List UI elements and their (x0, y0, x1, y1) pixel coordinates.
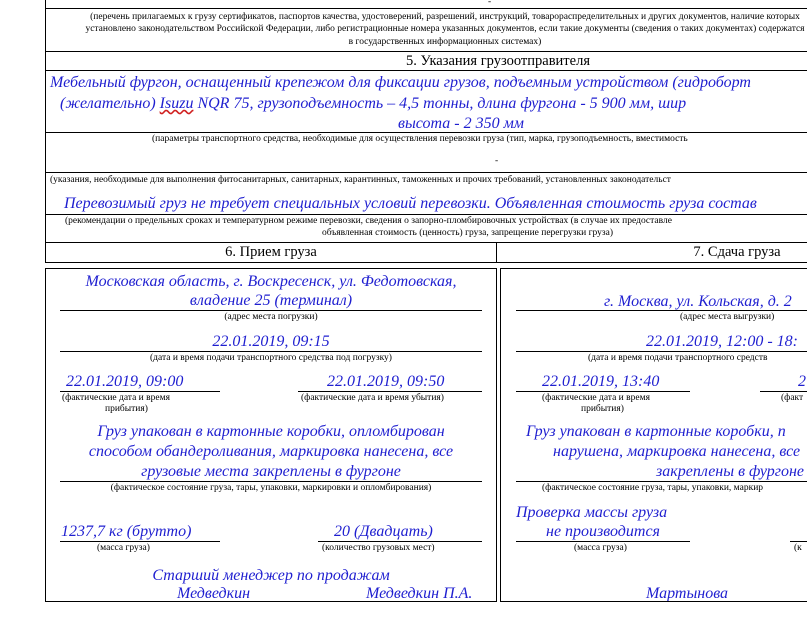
section7-box-top (500, 268, 807, 269)
loading-datetime-rule (60, 351, 482, 352)
documents-caption-line3: в государственных информационных системах) (348, 37, 542, 47)
vehicle-params-line1: Мебельный фургон, оснащенный крепежом для фиксации грузов, подъемным устройством (гидроборт (50, 74, 751, 91)
vehicle-params-caption: (параметры транспортного средства, необходимые для осуществления перевозки груза (тип, марка, грузоподъемность, вместимость (152, 134, 688, 144)
section7-box-bottom (500, 601, 807, 602)
shipper-full-name: Медведкин П.А. (366, 585, 473, 602)
consignee-signature: Мартынова (646, 585, 729, 602)
unloading-state-line2: нарушена, маркировка нанесена, все (553, 443, 801, 460)
unloading-places-caption: (к (794, 543, 802, 553)
unloading-address: г. Москва, ул. Кольская, д. 2 (604, 293, 792, 310)
loading-departure-rule (298, 391, 482, 392)
unloading-departure-rule (760, 391, 807, 392)
recommendation-text: Перевозимый груз не требует специальных условий перевозки. Объявленная стоимость груза состав (64, 195, 757, 212)
vehicle-rule (45, 132, 807, 133)
unloading-departure-caption: (факт (781, 393, 804, 403)
vehicle-params-line3: высота - 2 350 мм (398, 115, 524, 132)
loading-state-line2: способом обандероливания, маркировка нанесена, все (88, 443, 454, 460)
loading-arrival-rule (60, 391, 220, 392)
unloading-address-caption: (адрес места выгрузки) (680, 312, 775, 322)
section6-title: 6. Прием груза (225, 244, 317, 260)
section5-top-rule (45, 51, 807, 52)
unloading-state-caption: (фактическое состояние груза, тары, упаковки, маркир (542, 483, 764, 493)
title-row-bottom-rule (45, 262, 807, 263)
requirements-rule (45, 172, 807, 173)
documents-caption-line2: установлено законодательством Российской Федерации, либо регистрационные номера указанных документов, если такие документы (сведения о таких документах) содержатся (85, 24, 805, 34)
loading-mass: 1237,7 кг (брутто) (61, 523, 192, 540)
recommendation-caption-line2: объявленная стоимость (ценность) груза, запрещение перегрузки груза) (322, 228, 614, 238)
section5-bottom-rule (45, 242, 807, 243)
requirements-caption: (указания, необходимые для выполнения фитосанитарных, санитарных, карантинных, таможенных и прочих требований, установленных законодательст (50, 175, 671, 185)
unloading-address-rule (516, 310, 807, 311)
unloading-datetime-caption: (дата и время подачи транспортного средств (588, 353, 768, 363)
loading-places-caption: (количество грузовых мест) (322, 543, 435, 553)
loading-state-rule (60, 481, 482, 482)
top-dash: - (488, 0, 492, 7)
unloading-arrival-rule (516, 391, 690, 392)
unloading-arrival-caption2: прибытия) (581, 404, 624, 414)
loading-state-caption: (фактическое состояние груза, тары, упаковки, маркировки и опломбирования) (110, 483, 432, 493)
loading-address-rule (60, 310, 482, 311)
top-rule (45, 8, 807, 9)
shipper-signature: Медведкин (177, 585, 251, 602)
loading-places: 20 (Двадцать) (334, 523, 433, 540)
loading-state-line3: грузовые места закреплены в фургоне (141, 463, 401, 480)
loading-departure: 22.01.2019, 09:50 (327, 373, 445, 390)
loading-state-line1: Груз упакован в картонные коробки, опломбирован (97, 423, 445, 440)
section5-title-rule (45, 70, 807, 71)
loading-datetime-caption: (дата и время подачи транспортного средства под погрузку) (150, 353, 392, 363)
unloading-state-line3: закреплены в фургоне (656, 463, 805, 480)
section6-box-top (45, 268, 497, 269)
unloading-arrival: 22.01.2019, 13:40 (542, 373, 660, 390)
documents-caption-line1: (перечень прилагаемых к грузу сертификатов, паспортов качества, удостоверений, разрешений, инструкций, товарораспределительных и других документов, наличие которых (90, 12, 800, 22)
unloading-mass-line2: не производится (546, 523, 660, 540)
loading-departure-caption: (фактические дата и время убытия) (301, 393, 444, 403)
section6-box-bottom (45, 601, 497, 602)
loading-arrival-caption1: (фактические дата и время (62, 393, 170, 403)
vehicle-params-line2: (желательно) Isuzu NQR 75, грузоподъемность – 4,5 тонны, длина фургона - 5 900 мм, шир (60, 95, 687, 112)
loading-places-rule (318, 541, 482, 542)
section7-box-left (500, 268, 501, 601)
loading-arrival-caption2: прибытия) (105, 404, 148, 414)
unloading-mass-rule (516, 541, 690, 542)
unloading-datetime: 22.01.2019, 12:00 - 18: (646, 333, 798, 350)
unloading-mass-line1: Проверка массы груза (516, 504, 668, 521)
unloading-mass-caption: (масса груза) (574, 543, 627, 553)
loading-address-line2: владение 25 (терминал) (189, 292, 353, 309)
unloading-places-rule (790, 541, 807, 542)
section7-title: 7. Сдача груза (693, 244, 781, 260)
unloading-arrival-caption1: (фактические дата и время (542, 393, 650, 403)
loading-mass-caption: (масса груза) (97, 543, 150, 553)
recommendation-caption-line1: (рекомендации о предельных сроках и температурном режиме перевозки, сведения о запорно-пломбировочных устройствах (в случае их предоставле (65, 216, 672, 226)
loading-datetime: 22.01.2019, 09:15 (212, 333, 330, 350)
shipper-position: Старший менеджер по продажам (152, 567, 390, 584)
unloading-state-rule (516, 481, 807, 482)
loading-address-line1: Московская область, г. Воскресенск, ул. Федотовская, (85, 273, 457, 290)
loading-address-caption: (адрес места погрузки) (224, 312, 318, 322)
unloading-departure: 2 (798, 373, 806, 390)
loading-arrival: 22.01.2019, 09:00 (66, 373, 184, 390)
section5-title: 5. Указания грузоотправителя (405, 53, 590, 69)
requirements-dash: - (495, 156, 499, 166)
unloading-datetime-rule (516, 351, 807, 352)
loading-mass-rule (60, 541, 220, 542)
unloading-state-line1: Груз упакован в картонные коробки, п (526, 423, 786, 440)
recommendation-rule (45, 214, 807, 215)
